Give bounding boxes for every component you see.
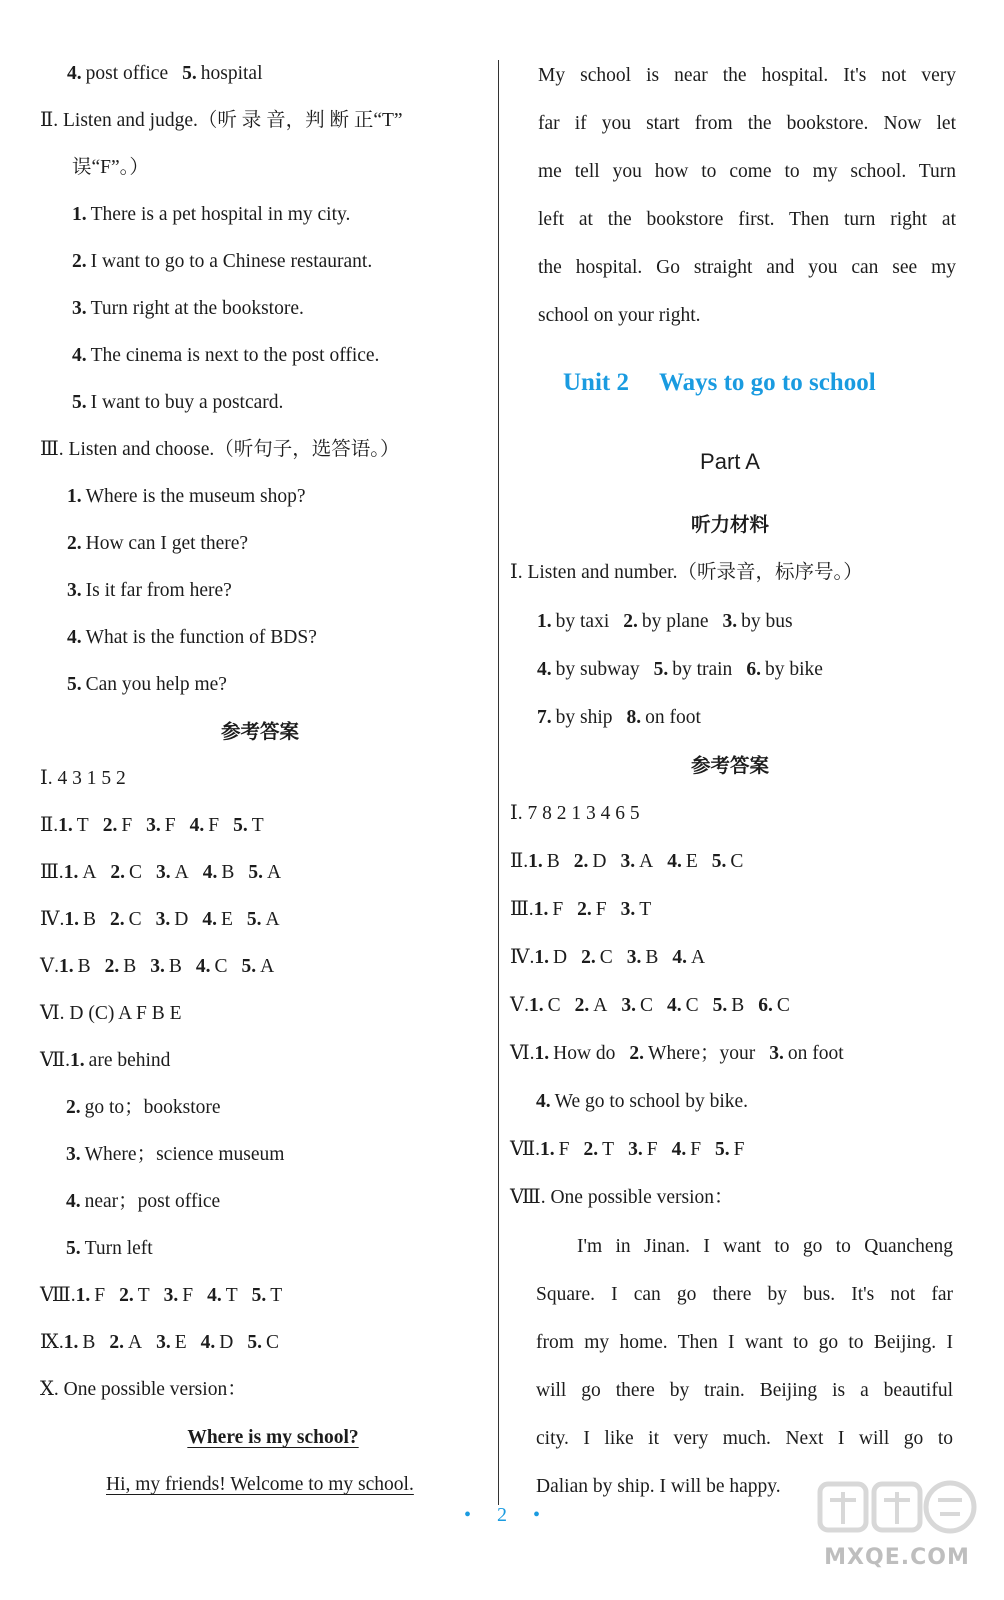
essay-line: left at the bookstore first. Then turn right at: [538, 209, 956, 230]
answer-row: Ⅶ.1. F 2. T 3. F 4. F 5. F: [510, 1139, 745, 1160]
answer-row: Ⅴ.1. C 2. A 3. C 4. C 5. B 6. C: [510, 995, 790, 1016]
list-item: 5. Turn left: [66, 1238, 153, 1259]
list-item: 4. by subway 5. by train 6. by bike: [537, 659, 823, 680]
list-item: 7. by ship 8. on foot: [537, 707, 701, 728]
essay-first-line: Hi, my friends! Welcome to my school.: [106, 1474, 414, 1495]
answer-row: Ⅰ. 4 3 1 5 2: [40, 768, 126, 789]
list-item: 1. There is a pet hospital in my city.: [72, 204, 351, 225]
list-item: 1. by taxi 2. by plane 3. by bus: [537, 611, 793, 632]
answer-row: Ⅳ.1. B 2. C 3. D 4. E 5. A: [40, 909, 280, 930]
list-item: 4. We go to school by bike.: [536, 1091, 749, 1112]
essay-line: will go there by train. Beijing is a beautiful: [536, 1380, 953, 1401]
listening-heading: 听力材料: [690, 515, 769, 536]
list-item: 5. I want to buy a postcard.: [72, 392, 284, 413]
column-divider: [498, 60, 499, 1505]
list-item: 1. Where is the museum shop?: [67, 486, 306, 507]
answers-heading: 参考答案: [690, 756, 769, 777]
essay-line: Dalian by ship. I will be happy.: [536, 1476, 781, 1497]
answer-row: Ⅷ.1. F 2. T 3. F 4. T 5. T: [40, 1285, 283, 1306]
essay-title: Where is my school?: [187, 1427, 359, 1448]
essay-line: the hospital. Go straight and you can see my: [538, 257, 956, 278]
list-item: 2. go to；bookstore: [66, 1097, 221, 1118]
page-number: • 2 •: [463, 1504, 541, 1526]
answer-row: Ⅸ.1. B 2. A 3. E 4. D 5. C: [40, 1332, 279, 1353]
essay-line: far if you start from the bookstore. Now let: [538, 113, 956, 134]
essay-line: city. I like it very much. Next I will go to: [536, 1428, 953, 1449]
section-1-title: Ⅰ. Listen and number.（听录音，标序号。）: [510, 562, 863, 583]
answer-row: Ⅱ.1. B 2. D 3. A 4. E 5. C: [510, 851, 744, 872]
answer-row: Ⅱ.1. T 2. F 3. F 4. F 5. T: [40, 815, 264, 836]
essay-line: My school is near the hospital. It's not very: [538, 65, 956, 86]
list-item: 2. I want to go to a Chinese restaurant.: [72, 251, 373, 272]
answer-row: Ⅵ. D (C) A F B E: [40, 1003, 182, 1024]
section-2-title-cont: 误“F”。）: [72, 157, 149, 178]
answers-heading: 参考答案: [220, 722, 299, 743]
essay-line: Square. I can go there by bus. It's not far: [536, 1284, 953, 1305]
unit-title: Unit 2 Ways to go to school: [563, 369, 876, 396]
essay-line: me tell you how to come to my school. Turn: [538, 161, 956, 182]
essay-line: from my home. Then I want to go to Beijing. I: [536, 1332, 953, 1353]
answer-row: Ⅵ.1. How do 2. Where；your 3. on foot: [510, 1043, 844, 1064]
list-item: 3. Turn right at the bookstore.: [72, 298, 304, 319]
answer-row: Ⅳ.1. D 2. C 3. B 4. A: [510, 947, 706, 968]
section-3-title: Ⅲ. Listen and choose.（听句子，选答语。）: [40, 439, 400, 460]
part-title: Part A: [700, 449, 760, 474]
list-item: 4. What is the function of BDS?: [67, 627, 317, 648]
list-item: 4. The cinema is next to the post office.: [72, 345, 380, 366]
watermark-text: MXQE.COM: [824, 1545, 970, 1570]
answer-row: Ⅷ. One possible version：: [510, 1187, 734, 1208]
list-item: 2. How can I get there?: [67, 533, 249, 554]
answer-row: Ⅲ.1. F 2. F 3. T: [510, 899, 652, 920]
left-first-line: 4. post office 5. hospital: [67, 63, 263, 84]
list-item: 3. Is it far from here?: [67, 580, 232, 601]
list-item: 5. Can you help me?: [67, 674, 227, 695]
answer-row: Ⅴ.1. B 2. B 3. B 4. C 5. A: [40, 956, 275, 977]
answer-row: Ⅶ.1. are behind: [40, 1050, 171, 1071]
essay-line: I'm in Jinan. I want to go to Quancheng: [577, 1236, 953, 1257]
essay-line: school on your right.: [538, 305, 701, 326]
answer-row: Ⅰ. 7 8 2 1 3 4 6 5: [510, 803, 640, 824]
list-item: 4. near；post office: [66, 1191, 221, 1212]
list-item: 3. Where；science museum: [66, 1144, 285, 1165]
answer-row: Ⅹ. One possible version：: [40, 1379, 247, 1400]
section-2-title: Ⅱ. Listen and judge.（听 录 音，判 断 正“T”: [40, 110, 403, 131]
answer-row: Ⅲ.1. A 2. C 3. A 4. B 5. A: [40, 862, 282, 883]
